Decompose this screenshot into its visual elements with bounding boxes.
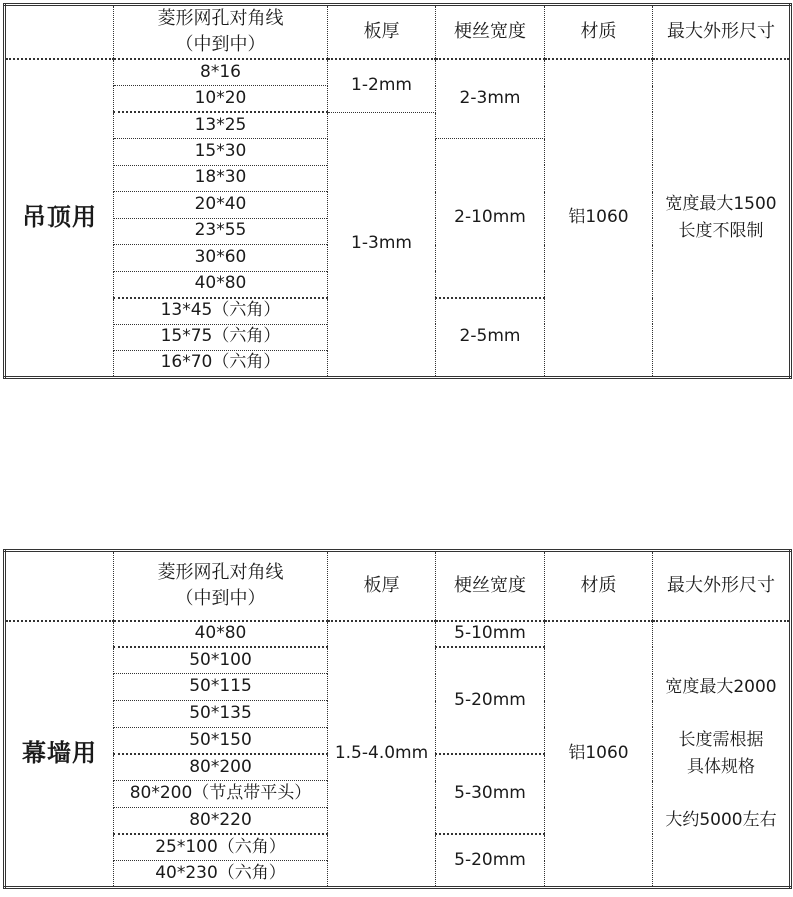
header-material: 材质 xyxy=(545,5,653,60)
header-category-empty xyxy=(5,551,114,621)
hole-size-cell: 80*220 xyxy=(114,807,328,834)
header-strand-width: 梗丝宽度 xyxy=(436,551,545,621)
hole-size-cell: 13*45（六角） xyxy=(114,298,328,325)
max-size-line: 具体规格 xyxy=(687,756,755,777)
header-max-size: 最大外形尺寸 xyxy=(653,5,791,60)
strand-width-cell: 2-10mm xyxy=(436,139,545,298)
hole-size-cell: 50*150 xyxy=(114,727,328,754)
hole-size-cell: 13*25 xyxy=(114,112,328,139)
strand-width-cell: 5-20mm xyxy=(436,647,545,754)
strand-width-cell: 5-20mm xyxy=(436,834,545,887)
hole-size-cell: 10*20 xyxy=(114,86,328,113)
hole-size-cell: 40*230（六角） xyxy=(114,861,328,888)
header-category-empty xyxy=(5,5,114,60)
thickness-cell: 1.5-4.0mm xyxy=(328,621,436,888)
hole-size-cell: 50*115 xyxy=(114,674,328,701)
strand-width-cell: 2-5mm xyxy=(436,298,545,378)
header-row xyxy=(5,5,791,60)
header-thickness: 板厚 xyxy=(328,551,436,621)
hole-size-cell: 23*55 xyxy=(114,218,328,245)
curtain-wall-spec-table xyxy=(3,549,792,889)
hole-size-cell: 50*135 xyxy=(114,701,328,728)
hole-size-cell: 30*60 xyxy=(114,245,328,272)
header-hole-diagonal xyxy=(114,5,328,60)
max-size-line: 宽度最大1500 xyxy=(665,194,777,215)
max-size-cell xyxy=(653,621,791,888)
strand-width-cell: 5-10mm xyxy=(436,621,545,648)
spec-row xyxy=(5,621,791,648)
material-cell: 铝1060 xyxy=(545,621,653,888)
ceiling-spec-table xyxy=(3,3,792,379)
hole-size-cell: 50*100 xyxy=(114,647,328,674)
header-material: 材质 xyxy=(545,551,653,621)
max-size-cell xyxy=(653,59,791,377)
hole-size-cell: 15*30 xyxy=(114,139,328,166)
thickness-cell: 1-2mm xyxy=(328,59,436,112)
header-hole-line1: 菱形网孔对角线 xyxy=(157,561,284,583)
max-size-line: 长度需根据 xyxy=(678,730,764,751)
header-strand-width: 梗丝宽度 xyxy=(436,5,545,60)
hole-size-cell: 20*40 xyxy=(114,192,328,219)
max-size-line: 宽度最大2000 xyxy=(665,676,777,697)
material-cell: 铝1060 xyxy=(545,59,653,377)
thickness-cell: 1-3mm xyxy=(328,112,436,377)
hole-size-cell: 80*200 xyxy=(114,754,328,781)
hole-size-cell: 25*100（六角） xyxy=(114,834,328,861)
header-thickness: 板厚 xyxy=(328,5,436,60)
header-row xyxy=(5,551,791,621)
hole-size-cell: 40*80 xyxy=(114,621,328,648)
strand-width-cell: 2-3mm xyxy=(436,59,545,139)
header-max-size: 最大外形尺寸 xyxy=(653,551,791,621)
spec-row xyxy=(5,59,791,86)
header-hole-line1: 菱形网孔对角线 xyxy=(157,8,284,29)
category-label: 吊顶用 xyxy=(5,59,114,377)
category-label: 幕墙用 xyxy=(5,621,114,888)
hole-size-cell: 16*70（六角） xyxy=(114,351,328,378)
hole-size-cell: 80*200（节点带平头） xyxy=(114,781,328,808)
strand-width-cell: 5-30mm xyxy=(436,754,545,834)
hole-size-cell: 40*80 xyxy=(114,271,328,298)
hole-size-cell: 18*30 xyxy=(114,165,328,192)
max-size-line: 大约5000左右 xyxy=(665,809,777,830)
hole-size-cell: 8*16 xyxy=(114,59,328,86)
header-hole-diagonal xyxy=(114,551,328,621)
header-hole-line2: （中到中） xyxy=(175,34,266,55)
max-size-spacer xyxy=(653,780,789,807)
hole-size-cell: 15*75（六角） xyxy=(114,324,328,351)
max-size-line: 长度不限制 xyxy=(678,220,764,241)
header-hole-line2: （中到中） xyxy=(175,587,266,609)
max-size-spacer xyxy=(653,701,789,728)
